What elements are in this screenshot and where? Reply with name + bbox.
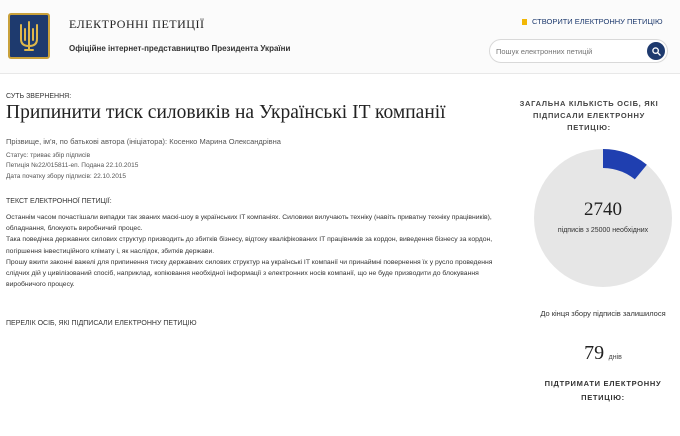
signers-list-link[interactable]: ПЕРЕЛІК ОСІБ, ЯКІ ПІДПИСАЛИ ЕЛЕКТРОННУ ПЕТИЦІЮ — [6, 320, 197, 327]
site-title[interactable]: ЕЛЕКТРОННІ ПЕТИЦІЇ — [69, 17, 205, 31]
petition-paragraph: Прошу вжити законні важелі для припинення тиску державних силових структур на українські IT компанії чи принаймні повернення їх у русло проведення слідчих дій у цивілізований спосіб, наприклад, копіювання необхідної інформації з електронних носів компанії, що не буде призводити до блокування виробничого процесу. — [6, 258, 493, 289]
signature-count: 2740 — [584, 199, 622, 220]
remaining-time-label: До кінця збору підписів залишилося — [540, 309, 666, 318]
signature-count-subtitle: підписів з 25000 необхідних — [557, 227, 649, 234]
total-signatures-heading: ЗАГАЛЬНА КІЛЬКІСТЬ ОСІБ, ЯКІ ПІДПИСАЛИ ЕЛЕКТРОННУ ПЕТИЦІЮ: — [519, 99, 659, 132]
petition-status: Статус: триває збір підписів — [6, 152, 91, 159]
create-petition-label: СТВОРИТИ ЕЛЕКТРОННУ ПЕТИЦІЮ — [532, 17, 663, 26]
remaining-days — [528, 342, 678, 365]
document-icon — [522, 19, 527, 25]
days-number: 79 — [584, 342, 605, 364]
petition-author: Прізвище, ім'я, по батькові автора (ініціатора): Косенко Марина Олександрівна — [6, 137, 281, 146]
petition-paragraph: Така поведінка державних силових структур призводить до збитків бізнесу, відтоку кваліфікованих IT працівників за кордон, виведення бізнесу за кордон, погіршення інвестиційного клімату і, як наслідок, збитків держави. — [6, 236, 493, 255]
petition-text-label: ТЕКСТ ЕЛЕКТРОННОЇ ПЕТИЦІЇ: — [6, 198, 112, 205]
petition-paragraph: Останнім часом почастішали випадки так званих маскі-шоу в українських IT компаніях. Силовики вилучають техніку (навіть приватну техніку працівників), обладнання, блокують виробничий процес. — [6, 214, 492, 233]
search-input[interactable] — [496, 45, 636, 58]
search-icon — [652, 47, 661, 56]
petition-start-date: Дата початку збору підписів: 22.10.2015 — [6, 173, 127, 180]
create-petition-link[interactable] — [522, 17, 663, 26]
days-unit: днів — [608, 354, 622, 361]
support-petition-label[interactable]: ПІДТРИМАТИ ЕЛЕКТРОННУ ПЕТИЦІЮ: — [544, 379, 662, 402]
petition-number: Петиція №22/015811-еп. Подана 22.10.2015 — [6, 162, 139, 169]
search-box — [489, 39, 668, 63]
petition-text — [6, 212, 494, 290]
subject-label: СУТЬ ЗВЕРНЕННЯ: — [6, 93, 72, 100]
trident-emblem-icon[interactable] — [8, 13, 50, 59]
site-header — [0, 0, 680, 74]
site-subtitle: Офіційне інтернет-представництво Президента України — [69, 44, 291, 53]
petition-title: Припинити тиск силовиків на Українські IT компанії — [6, 102, 446, 123]
search-button[interactable] — [647, 42, 665, 60]
